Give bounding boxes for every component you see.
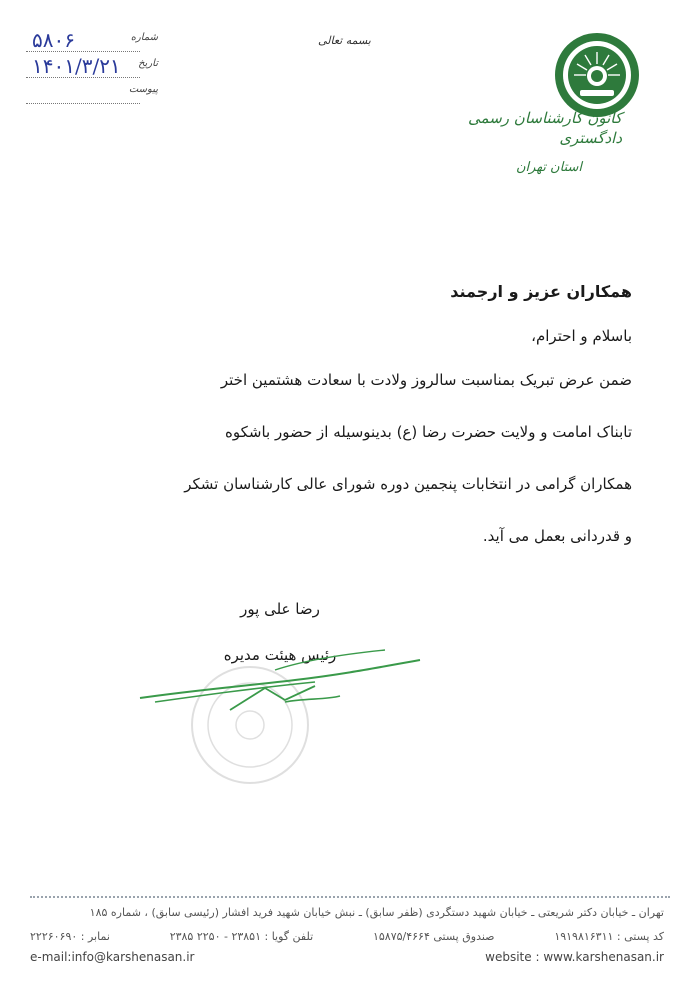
- fax: نمابر : ۲۲۲۶۰۶۹۰: [30, 930, 110, 943]
- letter-body: [112, 282, 632, 577]
- signature-icon: [135, 640, 425, 720]
- paragraph-line: و قدردانی بعمل می آید.: [482, 527, 632, 545]
- po-box: صندوق پستی ۱۵۸۷۵/۴۶۶۴: [372, 930, 495, 943]
- attachment-label: پیوست: [128, 84, 158, 95]
- letter-meta: [26, 28, 166, 106]
- website-link[interactable]: website : www.karshenasan.ir: [485, 950, 664, 964]
- number-label: شماره: [130, 32, 158, 43]
- date-line: [26, 77, 140, 78]
- footer-contacts: [30, 930, 664, 943]
- signer-name: رضا علی پور: [240, 600, 320, 618]
- phone: تلفن گویا : ۲۳۸۵۱ - ۲۲۵۰ ۲۳۸۵: [169, 930, 314, 943]
- paragraph-line: تابناک امامت و ولایت حضرت رضا (ع) بدینوسیله از حضور باشکوه: [225, 423, 632, 441]
- org-subtitle: استان تهران: [515, 160, 582, 175]
- postal-code: کد پستی : ۱۹۱۹۸۱۶۳۱۱: [554, 930, 664, 943]
- basmala: بسمه تعالی: [318, 34, 371, 47]
- organization-name: [402, 108, 622, 178]
- paragraph-line: ضمن عرض تبریک بمناسبت سالروز ولادت با سعادت هشتمین اختر: [220, 371, 632, 389]
- email-link[interactable]: e-mail:info@karshenasan.ir: [30, 950, 195, 964]
- number-value: ۵۸۰۶: [32, 28, 75, 52]
- date-label: تاریخ: [138, 58, 158, 69]
- greeting: همکاران عزیز و ارجمند: [450, 282, 632, 301]
- paragraph-line: همکاران گرامی در انتخابات پنجمین دوره شورای عالی کارشناسان تشکر: [184, 475, 632, 493]
- karshenasan-logo-icon: [552, 30, 642, 120]
- footer-web: [30, 950, 664, 964]
- number-line: [26, 51, 140, 52]
- letter-paragraph: [112, 369, 632, 547]
- attachment-row: [26, 80, 166, 106]
- date-row: [26, 54, 166, 80]
- org-title: کانون کارشناسان رسمی دادگستری: [468, 109, 622, 147]
- date-value: ۱۴۰۱/۳/۲۱: [32, 54, 121, 78]
- attachment-line: [26, 103, 140, 104]
- footer-divider: [30, 896, 670, 898]
- salutation: باسلام و احترام،: [531, 327, 632, 345]
- number-row: [26, 28, 166, 54]
- signer-title: رئیس هیئت مدیره: [223, 646, 337, 664]
- footer-address: تهران ـ خیابان دکتر شریعتی ـ خیابان شهید دستگردی (ظفر سابق) ـ نبش خیابان شهید فرید افشار (رئیسی سابق) ، شماره ۱۸۵: [89, 906, 664, 919]
